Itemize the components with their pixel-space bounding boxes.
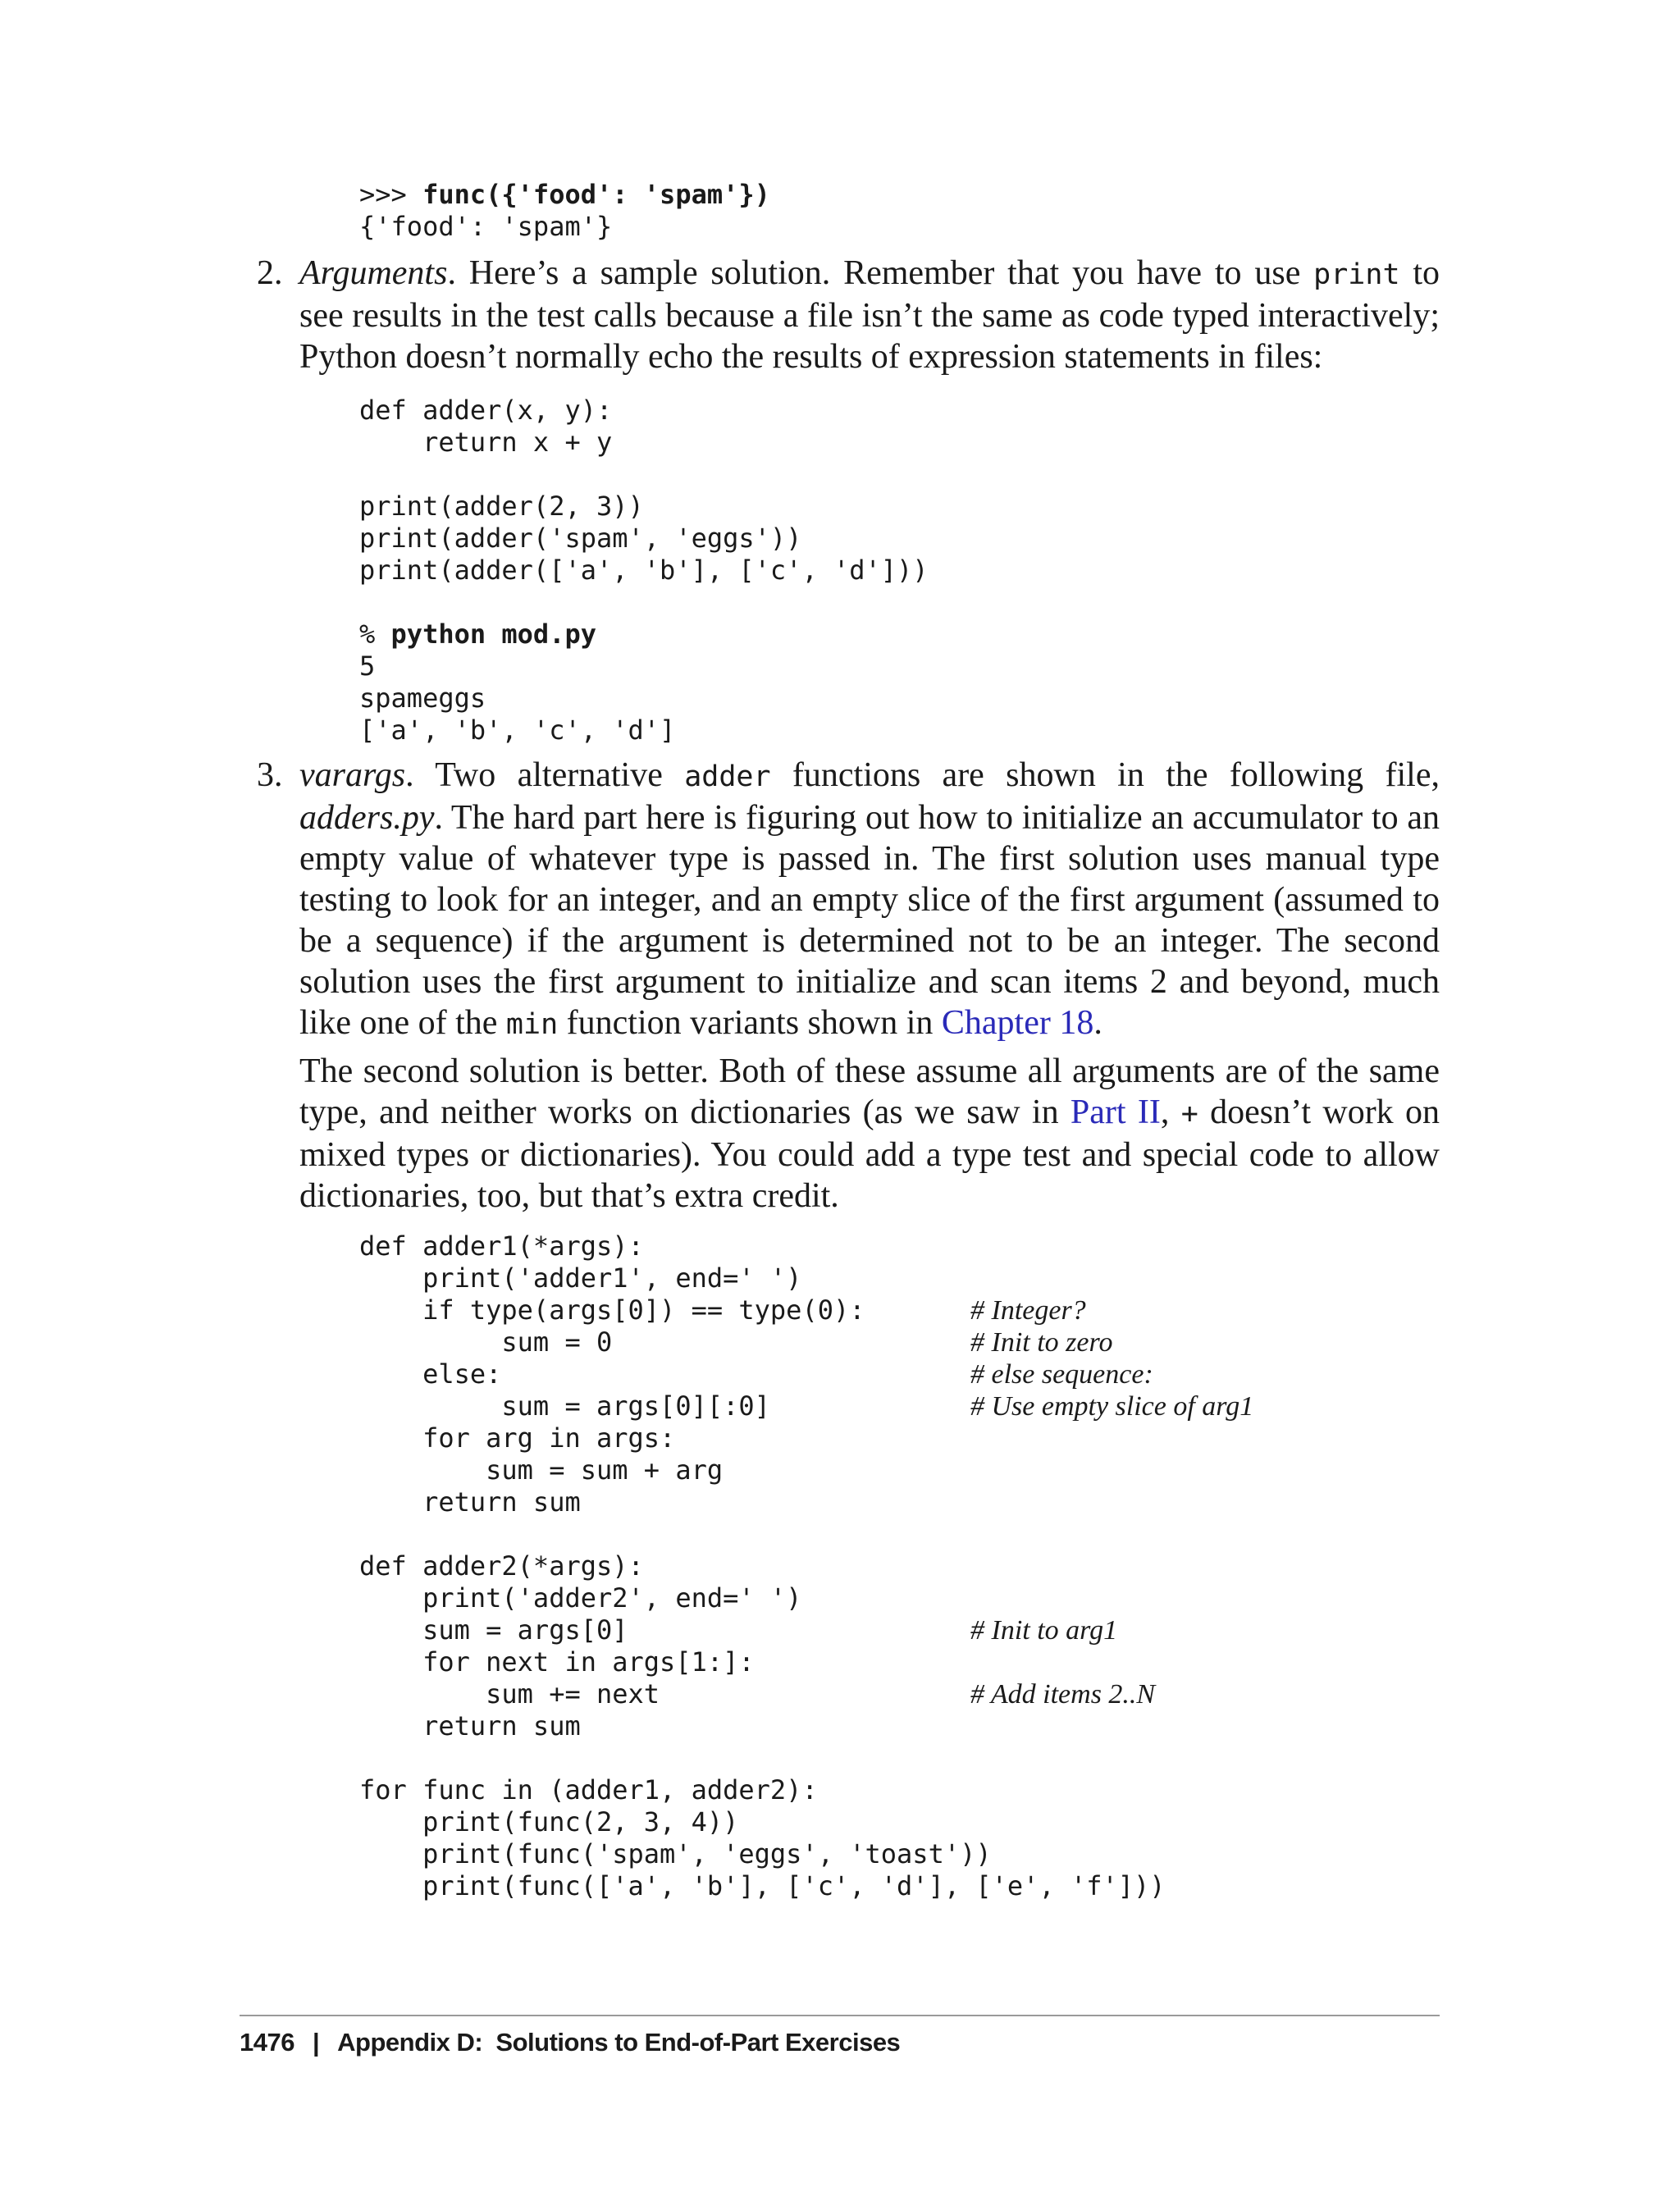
code-comment: # Init to arg1 xyxy=(970,1615,1118,1646)
item3-text: functions are shown in the following file, xyxy=(770,756,1440,794)
footer-separator: | xyxy=(312,2028,320,2057)
item3-paragraph-2 xyxy=(299,1051,1440,1217)
code-line: print(func('spam', 'eggs', 'toast')) xyxy=(359,1838,992,1869)
code-line: print(func(['a', 'b'], ['c', 'd'], ['e', 'f'])) xyxy=(359,1870,1166,1901)
item3-paragraph-1 xyxy=(299,755,1440,1045)
code-line: if type(args[0]) == type(0): xyxy=(359,1294,865,1326)
code-line: print(func(2, 3, 4)) xyxy=(359,1806,739,1838)
item3-text: . Two alternative xyxy=(405,756,685,794)
code-line: return sum xyxy=(359,1710,581,1742)
code-command: python mod.py xyxy=(390,619,596,650)
code-line: print(adder('spam', 'eggs')) xyxy=(359,523,802,554)
code-output: {'food': 'spam'} xyxy=(359,211,613,242)
item3-text: , xyxy=(1160,1093,1181,1131)
item3-title: varargs xyxy=(299,756,406,794)
code-line: for arg in args: xyxy=(359,1422,676,1454)
code-line: sum = args[0][:0] xyxy=(359,1390,770,1422)
code-block-adders xyxy=(359,1230,1254,1902)
item3-text: doesn’t work on mixed types or dictionaries). You could add a type test and special code to allow dictionaries, too, but that’s extra credit. xyxy=(299,1093,1440,1215)
item2-text-b: to see results in the test calls because a file isn’t the same as code typed interactively; Python doesn’t normally echo the results of expression statements in files: xyxy=(299,254,1440,376)
item3-text: . The hard part here is figuring out how to initialize an accumulator to an empty value of whatever type is passed in. The first solution uses manual type testing to look for an integer, and an empty slice of the first argument (assumed to be a sequence) if the argument is determined not to be an integer. The second solution uses the first argument to initialize and scan items 2 and beyond, much like one of the xyxy=(299,799,1440,1042)
item2-text-a: . Here’s a sample solution. Remember that you have to use xyxy=(447,254,1314,292)
code-command: func({'food': 'spam'}) xyxy=(422,179,770,210)
code-block-func-call xyxy=(359,179,770,243)
filename: adders.py xyxy=(299,799,435,837)
code-line: for func in (adder1, adder2): xyxy=(359,1774,818,1806)
code-line: return sum xyxy=(359,1486,581,1518)
code-block-adder xyxy=(359,395,929,746)
code-line: sum += next xyxy=(359,1678,660,1710)
code-line: def adder2(*args): xyxy=(359,1550,644,1582)
code-line: print(adder(2, 3)) xyxy=(359,491,644,522)
code-line: sum = args[0] xyxy=(359,1614,628,1646)
inline-code-min: min xyxy=(505,1008,559,1041)
page-footer xyxy=(240,2028,900,2057)
item2-title: Arguments xyxy=(299,254,448,292)
code-comment: # Use empty slice of arg1 xyxy=(970,1391,1254,1422)
part-2-link[interactable]: Part II xyxy=(1070,1093,1161,1131)
item2-paragraph xyxy=(299,253,1440,377)
code-comment: # else sequence: xyxy=(970,1359,1153,1390)
code-output: ['a', 'b', 'c', 'd'] xyxy=(359,714,676,746)
inline-code-plus: + xyxy=(1180,1098,1198,1130)
code-comment: # Init to zero xyxy=(970,1327,1113,1358)
item3-text: The second solution is better. Both of these assume all arguments are of the same type, and neither works on dictionaries (as we saw in xyxy=(299,1052,1440,1131)
code-line: print('adder1', end=' ') xyxy=(359,1262,802,1294)
code-line: print('adder2', end=' ') xyxy=(359,1582,802,1614)
list-number-3: 3. xyxy=(257,756,283,794)
code-output: 5 xyxy=(359,651,376,682)
code-comment: # Integer? xyxy=(970,1295,1086,1326)
footer-divider xyxy=(240,2015,1440,2016)
prompt: >>> xyxy=(359,179,423,210)
running-title: Appendix D: Solutions to End-of-Part Exercises xyxy=(337,2028,901,2057)
inline-code-adder: adder xyxy=(684,760,771,793)
code-line: else: xyxy=(359,1358,502,1390)
code-line: sum = sum + arg xyxy=(359,1454,724,1486)
code-line: sum = 0 xyxy=(359,1326,613,1358)
code-line: def adder1(*args): xyxy=(359,1230,644,1262)
code-output: spameggs xyxy=(359,682,486,714)
chapter-18-link[interactable]: Chapter 18 xyxy=(941,1004,1094,1042)
list-number-2: 2. xyxy=(257,254,283,292)
code-line: print(adder(['a', 'b'], ['c', 'd'])) xyxy=(359,555,929,586)
inline-code-print: print xyxy=(1313,258,1400,291)
item3-text: function variants shown in xyxy=(558,1004,942,1042)
code-line: def adder(x, y): xyxy=(359,395,613,426)
code-line: for next in args[1:]: xyxy=(359,1646,755,1678)
code-line: return x + y xyxy=(359,427,613,458)
code-comment: # Add items 2..N xyxy=(970,1679,1156,1710)
page-number: 1476 xyxy=(240,2028,294,2057)
item3-text: . xyxy=(1093,1004,1102,1042)
prompt: % xyxy=(359,619,391,650)
